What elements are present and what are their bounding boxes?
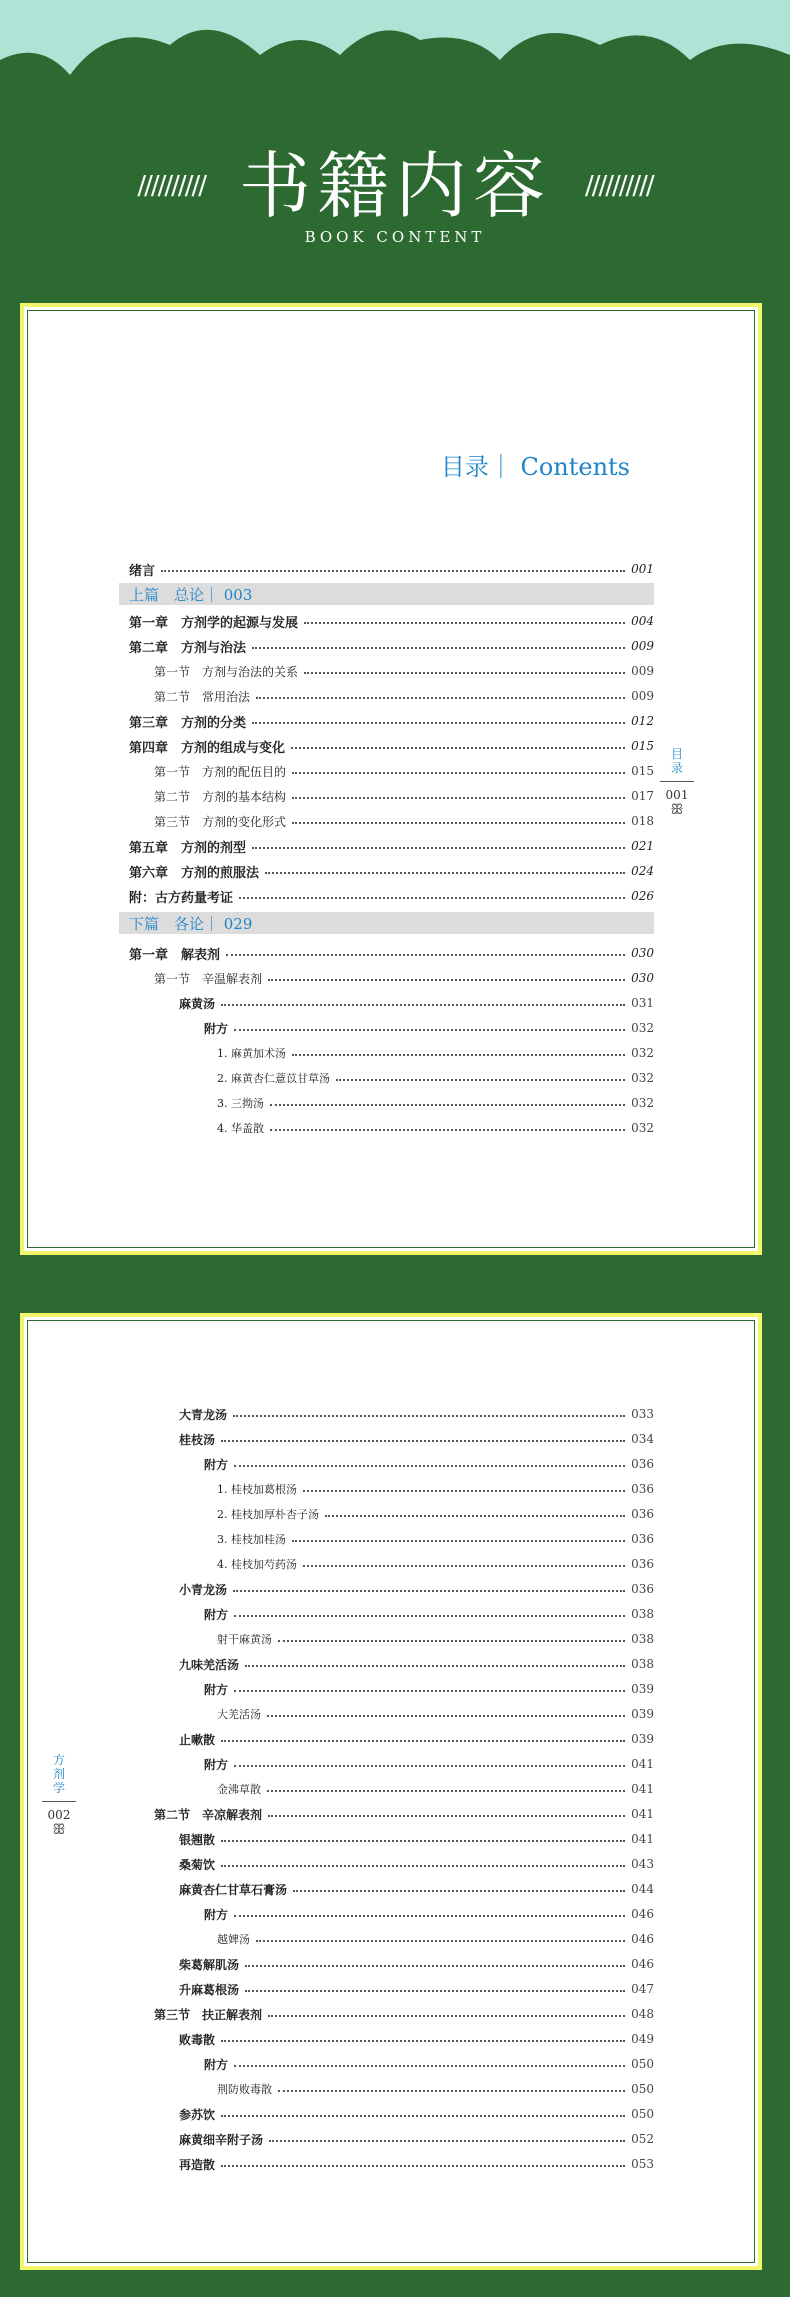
toc-entry-label: 2. 麻黄杏仁薏苡甘草汤 [217,1072,330,1085]
toc-entry[interactable] [129,1043,654,1063]
contents-heading: 目录｜ Contents [440,453,630,481]
toc-entry-page: 030 [631,946,654,960]
toc-entry[interactable] [129,2104,654,2124]
toc-entry[interactable] [129,861,654,881]
toc-entry-page: 009 [631,689,654,703]
toc-entry-page: 012 [631,714,654,728]
toc-entry-label: 小青龙汤 [179,1582,228,1597]
part-2-bar[interactable]: 下篇 各论｜ 029 [119,912,654,934]
toc-entry-page: 043 [631,1857,654,1871]
toc-entry-label: 附方 [204,1682,229,1697]
toc-entry-label: 大羌活汤 [217,1708,261,1721]
toc-entry-page: 046 [631,1957,654,1971]
toc-entry-label: 附方 [204,1907,229,1922]
toc-entry[interactable] [129,1879,654,1899]
toc-entry-label: 第一节 方剂的配伍目的 [154,764,287,779]
toc-entry[interactable] [129,1754,654,1774]
toc-entry-label: 第二章 方剂与治法 [129,640,247,656]
right-slash-decoration: ////////// [585,171,653,201]
toc-entry[interactable] [129,1093,654,1113]
toc-entry-label: 第一章 解表剂 [129,947,221,963]
toc-entry-page: 024 [631,864,654,878]
toc-entry-label: 附方 [204,1021,229,1036]
toc-entry-label: 大青龙汤 [179,1407,228,1422]
toc-entry-page: 038 [631,1632,654,1646]
toc-entry-page: 052 [631,2132,654,2146]
toc-entry-label: 第一节 辛温解表剂 [154,971,263,986]
toc-entry-page: 038 [631,1657,654,1671]
toc-entry-label: 荆防败毒散 [217,2083,272,2096]
toc-entry[interactable] [129,1979,654,1999]
toc-entry-page: 050 [631,2057,654,2071]
toc-entry-label: 4. 华盖散 [217,1122,264,1135]
toc-entry[interactable] [129,661,654,681]
toc-entry[interactable] [129,811,654,831]
toc-entry-page: 031 [631,996,654,1010]
toc-entry-page: 044 [631,1882,654,1896]
toc-entry-page: 053 [631,2157,654,2171]
toc-entry[interactable] [129,2054,654,2074]
toc-entry-page: 032 [631,1121,654,1135]
toc-entry-label: 金沸草散 [217,1783,261,1796]
toc-entry[interactable] [129,1704,654,1724]
toc-entry-page: 046 [631,1932,654,1946]
toc-entry-label: 越婢汤 [217,1933,250,1946]
side-label: 方 剂 学 [52,1753,65,1795]
toc-entry[interactable] [129,1929,654,1949]
toc-entry[interactable] [129,1804,654,1824]
toc-entry-page: 041 [631,1807,654,1821]
toc-entry-page: 039 [631,1682,654,1696]
toc-entry[interactable] [129,1604,654,1624]
toc-entry-page: 046 [631,1907,654,1921]
toc-entry[interactable] [129,2029,654,2049]
toc-entry[interactable] [129,686,654,706]
toc-entry-label: 银翘散 [179,1832,216,1847]
toc-entry[interactable] [129,1629,654,1649]
left-slash-decoration: ////////// [137,171,205,201]
toc-entry-page: 026 [631,889,654,903]
toc-entry-page: 009 [631,639,654,653]
toc-entry-intro[interactable] [129,559,654,579]
swirl-icon: ꕥ [670,802,684,818]
hills-decoration [0,0,790,110]
toc-entry-label: 升麻葛根汤 [179,1982,240,1997]
toc-entry-label: 4. 桂枝加芍药汤 [217,1558,297,1571]
toc-entry-label: 参苏饮 [179,2107,216,2122]
toc-entry-label: 第一节 方剂与治法的关系 [154,664,299,679]
toc-entry-label: 九味羌活汤 [179,1657,240,1672]
toc-entry[interactable] [129,2079,654,2099]
toc-entry-page: 009 [631,664,654,678]
toc-entry-page: 039 [631,1707,654,1721]
swirl-icon: ꕥ [52,1822,66,1838]
toc-entry-label: 第三章 方剂的分类 [129,715,247,731]
toc-entry-page: 038 [631,1607,654,1621]
toc-entry-page: 050 [631,2082,654,2096]
toc-entry-label: 败毒散 [179,2032,216,2047]
header-title: 书籍内容 [238,144,551,228]
toc-entry[interactable] [129,886,654,906]
page-side-tab [42,1753,76,1838]
toc-entry-label: 麻黄杏仁甘草石膏汤 [179,1882,288,1897]
toc-entry[interactable] [129,736,654,756]
toc-entry[interactable] [129,836,654,856]
toc-entry[interactable] [129,611,654,631]
toc-entry-page: 048 [631,2007,654,2021]
page-number: 001 [665,788,689,802]
toc-entry-page: 015 [631,739,654,753]
page-number: 002 [47,1808,71,1822]
toc-entry[interactable] [129,1854,654,1874]
toc-entry-label: 麻黄细辛附子汤 [179,2132,264,2147]
toc-entry-page: 039 [631,1732,654,1746]
toc-entry-page: 049 [631,2032,654,2046]
toc-entry[interactable] [129,1729,654,1749]
part-1-bar[interactable]: 上篇 总论｜ 003 [119,583,654,605]
toc-entry-label: 再造散 [179,2157,216,2172]
toc-entry-label: 第三节 方剂的变化形式 [154,814,287,829]
toc-entry-label: 第一章 方剂学的起源与发展 [129,615,299,631]
page-side-tab [660,747,694,818]
toc-entry-label: 附方 [204,1757,229,1772]
toc-entry-label: 射干麻黄汤 [217,1633,272,1646]
toc-entry-label: 第二节 方剂的基本结构 [154,789,287,804]
toc-entry-page: 032 [631,1071,654,1085]
header-subtitle: BOOK CONTENT [304,228,486,246]
toc-entry-page: 041 [631,1757,654,1771]
toc-entry-label: 附：古方药量考证 [129,890,234,906]
toc-entry-label: 第二节 常用治法 [154,689,251,704]
toc-entry[interactable] [129,943,654,963]
toc-entry-label: 第六章 方剂的煎服法 [129,865,260,881]
toc-entry[interactable] [129,1068,654,1088]
toc-entry-label: 绪言 [129,563,156,579]
toc-page-2 [20,1313,762,2270]
toc-entry[interactable] [129,1404,654,1424]
toc-entry-page: 034 [631,1432,654,1446]
toc-entry-label: 止嗽散 [179,1732,216,1747]
toc-entry-page: 001 [631,562,654,576]
toc-entry-page: 036 [631,1557,654,1571]
toc-entry[interactable] [129,1554,654,1574]
toc-entry-page: 032 [631,1046,654,1060]
toc-entry[interactable] [129,1018,654,1038]
book-content-header [0,144,790,246]
toc-entry-label: 第四章 方剂的组成与变化 [129,740,286,756]
toc-entry[interactable] [129,761,654,781]
toc-entry-page: 032 [631,1096,654,1110]
toc-entry-page: 021 [631,839,654,853]
toc-entry[interactable] [129,1904,654,1924]
toc-entry-page: 033 [631,1407,654,1421]
toc-entry[interactable] [129,1529,654,1549]
toc-entry-page: 041 [631,1782,654,1796]
toc-entry[interactable] [129,1954,654,1974]
toc-entry-page: 015 [631,764,654,778]
toc-entry-label: 2. 桂枝加厚朴杏子汤 [217,1508,319,1521]
toc-page-1 [20,303,762,1255]
toc-entry-page: 050 [631,2107,654,2121]
toc-entry-page: 036 [631,1582,654,1596]
toc-entry[interactable] [129,2129,654,2149]
toc-entry[interactable] [129,1479,654,1499]
toc-entry-label: 桂枝汤 [179,1432,216,1447]
toc-entry-page: 030 [631,971,654,985]
toc-entry-page: 036 [631,1457,654,1471]
toc-entry-label: 3. 桂枝加桂汤 [217,1533,286,1546]
toc-entry[interactable] [129,1504,654,1524]
toc-entry-page: 041 [631,1832,654,1846]
toc-entry-page: 036 [631,1532,654,1546]
toc-entry-page: 036 [631,1507,654,1521]
toc-entry-label: 3. 三拗汤 [217,1097,264,1110]
toc-entry-page: 036 [631,1482,654,1496]
toc-entry[interactable] [129,1429,654,1449]
toc-entry[interactable] [129,1654,654,1674]
toc-entry[interactable] [129,2154,654,2174]
toc-entry-label: 桑菊饮 [179,1857,216,1872]
toc-entry-label: 第三节 扶正解表剂 [154,2007,263,2022]
toc-entry[interactable] [129,1118,654,1138]
toc-entry[interactable] [129,786,654,806]
side-label: 目 录 [670,747,683,775]
toc-entry[interactable] [129,1779,654,1799]
toc-entry[interactable] [129,711,654,731]
toc-entry[interactable] [129,1829,654,1849]
toc-entry[interactable] [129,2004,654,2024]
toc-entry-page: 047 [631,1982,654,1996]
toc-entry-label: 附方 [204,2057,229,2072]
toc-entry-label: 1. 麻黄加术汤 [217,1047,286,1060]
toc-entry-page: 017 [631,789,654,803]
toc-entry-label: 附方 [204,1607,229,1622]
toc-entry[interactable] [129,636,654,656]
toc-entry[interactable] [129,1579,654,1599]
toc-entry-label: 柴葛解肌汤 [179,1957,240,1972]
toc-entry-label: 第五章 方剂的剂型 [129,840,247,856]
toc-entry[interactable] [129,1679,654,1699]
toc-entry-label: 附方 [204,1457,229,1472]
toc-entry-label: 第二节 辛凉解表剂 [154,1807,263,1822]
toc-entry[interactable] [129,1454,654,1474]
toc-entry-label: 麻黄汤 [179,996,216,1011]
toc-entry[interactable] [129,993,654,1013]
toc-entry[interactable] [129,968,654,988]
toc-entry-page: 004 [631,614,654,628]
toc-entry-label: 1. 桂枝加葛根汤 [217,1483,297,1496]
toc-entry-page: 032 [631,1021,654,1035]
toc-entry-page: 018 [631,814,654,828]
